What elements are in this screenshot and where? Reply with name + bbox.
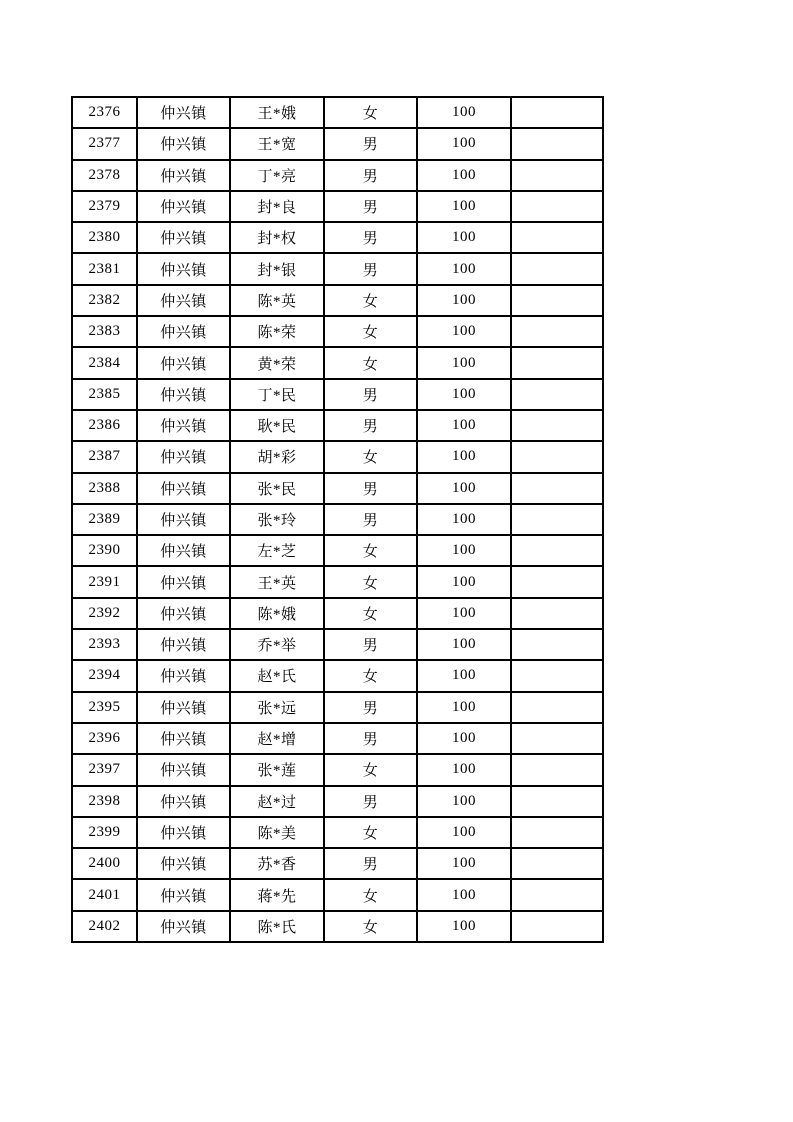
table-row: [72, 598, 603, 629]
roster-table: [71, 96, 604, 943]
table-row: [72, 128, 603, 159]
cell-town: 仲兴镇: [137, 347, 230, 378]
cell-name: 赵*过: [230, 786, 324, 817]
cell-town: 仲兴镇: [137, 723, 230, 754]
cell-amount: 100: [417, 97, 511, 128]
cell-town: 仲兴镇: [137, 97, 230, 128]
cell-amount: 100: [417, 473, 511, 504]
cell-gender: 女: [324, 754, 417, 785]
cell-amount: 100: [417, 786, 511, 817]
cell-index: 2383: [72, 316, 137, 347]
cell-index: 2401: [72, 879, 137, 910]
cell-index: 2393: [72, 629, 137, 660]
cell-town: 仲兴镇: [137, 410, 230, 441]
cell-index: 2385: [72, 379, 137, 410]
cell-amount: 100: [417, 504, 511, 535]
cell-town: 仲兴镇: [137, 817, 230, 848]
cell-name: 丁*亮: [230, 160, 324, 191]
table-row: [72, 222, 603, 253]
cell-index: 2388: [72, 473, 137, 504]
cell-gender: 男: [324, 191, 417, 222]
cell-note: [511, 410, 603, 441]
cell-gender: 女: [324, 911, 417, 942]
cell-gender: 男: [324, 848, 417, 879]
cell-index: 2382: [72, 285, 137, 316]
cell-note: [511, 253, 603, 284]
cell-town: 仲兴镇: [137, 128, 230, 159]
cell-amount: 100: [417, 441, 511, 472]
cell-index: 2390: [72, 535, 137, 566]
cell-gender: 女: [324, 660, 417, 691]
cell-gender: 女: [324, 817, 417, 848]
cell-name: 陈*荣: [230, 316, 324, 347]
cell-note: [511, 786, 603, 817]
cell-gender: 女: [324, 598, 417, 629]
cell-gender: 男: [324, 222, 417, 253]
cell-name: 张*民: [230, 473, 324, 504]
cell-name: 黄*荣: [230, 347, 324, 378]
table-row: [72, 911, 603, 942]
cell-index: 2380: [72, 222, 137, 253]
cell-index: 2398: [72, 786, 137, 817]
cell-amount: 100: [417, 598, 511, 629]
cell-name: 左*芝: [230, 535, 324, 566]
cell-town: 仲兴镇: [137, 660, 230, 691]
cell-town: 仲兴镇: [137, 160, 230, 191]
table-row: [72, 191, 603, 222]
table-row: [72, 660, 603, 691]
cell-gender: 男: [324, 692, 417, 723]
cell-town: 仲兴镇: [137, 441, 230, 472]
cell-amount: 100: [417, 253, 511, 284]
table-row: [72, 566, 603, 597]
cell-note: [511, 754, 603, 785]
cell-name: 张*远: [230, 692, 324, 723]
cell-town: 仲兴镇: [137, 222, 230, 253]
cell-amount: 100: [417, 566, 511, 597]
cell-note: [511, 692, 603, 723]
cell-town: 仲兴镇: [137, 848, 230, 879]
cell-amount: 100: [417, 222, 511, 253]
cell-index: 2392: [72, 598, 137, 629]
cell-town: 仲兴镇: [137, 692, 230, 723]
cell-amount: 100: [417, 160, 511, 191]
cell-amount: 100: [417, 285, 511, 316]
cell-note: [511, 97, 603, 128]
cell-gender: 男: [324, 786, 417, 817]
table-row: [72, 253, 603, 284]
cell-index: 2381: [72, 253, 137, 284]
table-row: [72, 473, 603, 504]
table-row: [72, 504, 603, 535]
cell-name: 封*良: [230, 191, 324, 222]
table-row: [72, 848, 603, 879]
cell-gender: 女: [324, 285, 417, 316]
cell-town: 仲兴镇: [137, 253, 230, 284]
table-row: [72, 629, 603, 660]
cell-note: [511, 504, 603, 535]
cell-town: 仲兴镇: [137, 879, 230, 910]
cell-note: [511, 566, 603, 597]
cell-amount: 100: [417, 410, 511, 441]
cell-note: [511, 598, 603, 629]
cell-gender: 男: [324, 629, 417, 660]
cell-name: 陈*美: [230, 817, 324, 848]
cell-note: [511, 817, 603, 848]
cell-town: 仲兴镇: [137, 379, 230, 410]
cell-note: [511, 848, 603, 879]
cell-name: 赵*氏: [230, 660, 324, 691]
cell-gender: 男: [324, 160, 417, 191]
cell-name: 苏*香: [230, 848, 324, 879]
cell-index: 2378: [72, 160, 137, 191]
roster-body: [72, 97, 603, 942]
cell-amount: 100: [417, 848, 511, 879]
cell-amount: 100: [417, 754, 511, 785]
cell-note: [511, 191, 603, 222]
table-row: [72, 723, 603, 754]
table-row: [72, 285, 603, 316]
table-row: [72, 410, 603, 441]
table-row: [72, 692, 603, 723]
table-row: [72, 316, 603, 347]
cell-gender: 男: [324, 504, 417, 535]
cell-town: 仲兴镇: [137, 566, 230, 597]
cell-name: 陈*娥: [230, 598, 324, 629]
cell-amount: 100: [417, 347, 511, 378]
cell-index: 2397: [72, 754, 137, 785]
cell-name: 封*权: [230, 222, 324, 253]
cell-town: 仲兴镇: [137, 316, 230, 347]
cell-index: 2379: [72, 191, 137, 222]
cell-name: 丁*民: [230, 379, 324, 410]
cell-index: 2395: [72, 692, 137, 723]
cell-note: [511, 285, 603, 316]
cell-note: [511, 316, 603, 347]
cell-name: 赵*增: [230, 723, 324, 754]
cell-index: 2396: [72, 723, 137, 754]
cell-index: 2402: [72, 911, 137, 942]
cell-gender: 男: [324, 128, 417, 159]
cell-note: [511, 347, 603, 378]
cell-index: 2386: [72, 410, 137, 441]
cell-index: 2389: [72, 504, 137, 535]
cell-name: 陈*氏: [230, 911, 324, 942]
cell-amount: 100: [417, 911, 511, 942]
cell-amount: 100: [417, 723, 511, 754]
table-row: [72, 754, 603, 785]
cell-gender: 女: [324, 441, 417, 472]
cell-index: 2384: [72, 347, 137, 378]
cell-town: 仲兴镇: [137, 504, 230, 535]
cell-gender: 女: [324, 879, 417, 910]
cell-note: [511, 441, 603, 472]
cell-note: [511, 160, 603, 191]
cell-name: 王*英: [230, 566, 324, 597]
cell-index: 2400: [72, 848, 137, 879]
cell-gender: 女: [324, 97, 417, 128]
cell-note: [511, 723, 603, 754]
cell-town: 仲兴镇: [137, 786, 230, 817]
cell-name: 胡*彩: [230, 441, 324, 472]
cell-note: [511, 879, 603, 910]
cell-note: [511, 128, 603, 159]
cell-name: 耿*民: [230, 410, 324, 441]
cell-gender: 男: [324, 723, 417, 754]
table-row: [72, 879, 603, 910]
cell-note: [511, 660, 603, 691]
cell-index: 2399: [72, 817, 137, 848]
cell-amount: 100: [417, 191, 511, 222]
cell-town: 仲兴镇: [137, 911, 230, 942]
table-row: [72, 97, 603, 128]
cell-index: 2377: [72, 128, 137, 159]
cell-name: 陈*英: [230, 285, 324, 316]
cell-amount: 100: [417, 316, 511, 347]
cell-amount: 100: [417, 660, 511, 691]
cell-note: [511, 379, 603, 410]
table-row: [72, 160, 603, 191]
cell-name: 蒋*先: [230, 879, 324, 910]
cell-town: 仲兴镇: [137, 285, 230, 316]
cell-amount: 100: [417, 692, 511, 723]
cell-town: 仲兴镇: [137, 473, 230, 504]
cell-amount: 100: [417, 535, 511, 566]
cell-index: 2387: [72, 441, 137, 472]
cell-gender: 女: [324, 347, 417, 378]
table-row: [72, 441, 603, 472]
cell-amount: 100: [417, 629, 511, 660]
cell-amount: 100: [417, 379, 511, 410]
cell-town: 仲兴镇: [137, 535, 230, 566]
cell-gender: 女: [324, 316, 417, 347]
cell-index: 2394: [72, 660, 137, 691]
cell-town: 仲兴镇: [137, 598, 230, 629]
cell-name: 乔*举: [230, 629, 324, 660]
cell-amount: 100: [417, 817, 511, 848]
table-row: [72, 379, 603, 410]
table-row: [72, 535, 603, 566]
cell-note: [511, 629, 603, 660]
table-row: [72, 347, 603, 378]
cell-gender: 男: [324, 473, 417, 504]
cell-name: 王*宽: [230, 128, 324, 159]
cell-index: 2376: [72, 97, 137, 128]
cell-gender: 女: [324, 535, 417, 566]
table-row: [72, 786, 603, 817]
cell-index: 2391: [72, 566, 137, 597]
cell-note: [511, 473, 603, 504]
cell-note: [511, 911, 603, 942]
cell-amount: 100: [417, 128, 511, 159]
cell-name: 封*银: [230, 253, 324, 284]
cell-town: 仲兴镇: [137, 191, 230, 222]
cell-gender: 女: [324, 566, 417, 597]
cell-gender: 男: [324, 253, 417, 284]
table-row: [72, 817, 603, 848]
cell-note: [511, 222, 603, 253]
cell-name: 王*娥: [230, 97, 324, 128]
cell-name: 张*玲: [230, 504, 324, 535]
cell-town: 仲兴镇: [137, 629, 230, 660]
cell-amount: 100: [417, 879, 511, 910]
cell-name: 张*莲: [230, 754, 324, 785]
cell-gender: 男: [324, 410, 417, 441]
cell-town: 仲兴镇: [137, 754, 230, 785]
cell-gender: 男: [324, 379, 417, 410]
cell-note: [511, 535, 603, 566]
